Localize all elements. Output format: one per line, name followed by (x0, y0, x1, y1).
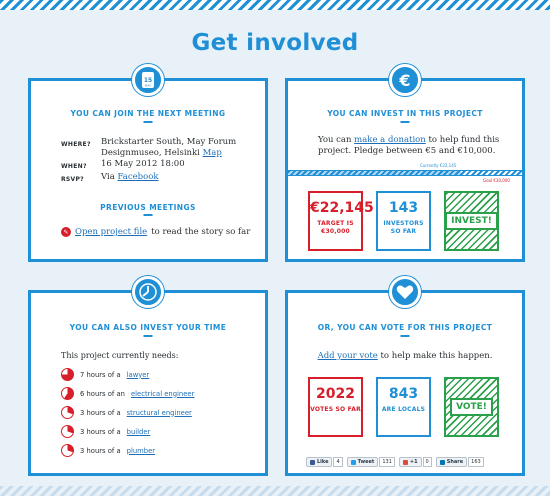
facebook-link[interactable]: Facebook (117, 172, 159, 182)
rsvp-row (61, 172, 271, 185)
funding-progress-fill (288, 171, 461, 175)
locals-label: ARE LOCALS (381, 406, 426, 413)
svg-text:15: 15 (143, 77, 153, 84)
linkedin-share[interactable] (436, 457, 484, 467)
add-vote-link[interactable]: Add your vote (317, 351, 378, 361)
meeting-heading: YOU CAN JOIN THE NEXT MEETING (70, 109, 226, 118)
like-button[interactable]: Like (306, 457, 332, 467)
investor-count: 143 (388, 200, 419, 216)
google-plus-icon (403, 460, 408, 465)
invest-heading: YOU CAN INVEST IN THIS PROJECT (327, 109, 483, 118)
need-hours: 3 hours of a (80, 446, 121, 455)
share-count: 163 (468, 457, 484, 467)
where-label: WHERE? (61, 141, 91, 148)
make-donation-link[interactable]: make a donation (354, 135, 426, 145)
time-pie-icon (61, 368, 74, 381)
needs-list (61, 365, 194, 460)
funding-progress-bar (288, 170, 522, 176)
previous-meetings-heading: PREVIOUS MEETINGS (100, 203, 196, 212)
currently-label: Currently €22,145 (420, 163, 457, 168)
project-file-icon: ✎ (61, 227, 71, 237)
map-link[interactable]: Map (202, 148, 222, 158)
twitter-icon (351, 460, 356, 465)
bottom-stripe (0, 486, 550, 496)
votes-label: VOTES SO FAR (310, 406, 361, 413)
need-item (61, 384, 194, 403)
page-title: Get involved (191, 30, 359, 56)
google-plusone[interactable] (399, 457, 432, 467)
meeting-info (61, 137, 271, 185)
need-item (61, 403, 194, 422)
need-hours: 6 hours of an (80, 389, 125, 398)
svg-text:MAY: MAY (144, 83, 152, 88)
share-bar (306, 457, 484, 467)
amount-raised-box (308, 191, 374, 251)
need-hours: 7 hours of a (80, 370, 121, 379)
heading-divider (144, 335, 153, 337)
clock-icon (132, 276, 164, 308)
time-pie-icon (61, 425, 74, 438)
euro-icon: € (389, 64, 421, 96)
heart-icon (389, 276, 421, 308)
need-hours: 3 hours of a (80, 427, 121, 436)
when-label: WHEN? (61, 163, 87, 170)
need-role-link[interactable]: builder (126, 427, 151, 436)
need-item (61, 422, 194, 441)
time-card (28, 290, 268, 476)
linkedin-icon (440, 460, 445, 465)
tweet-count: 131 (379, 457, 395, 467)
need-role-link[interactable]: structural engineer (126, 408, 192, 417)
need-item (61, 365, 194, 384)
vote-button[interactable]: VOTE! (450, 398, 493, 416)
goal-label: Goal €30,000 (483, 178, 510, 183)
time-heading: YOU CAN ALSO INVEST YOUR TIME (69, 323, 227, 332)
need-role-link[interactable]: lawyer (126, 370, 150, 379)
locals-box (376, 377, 431, 437)
calendar-icon (132, 64, 164, 96)
time-pie-icon (61, 406, 74, 419)
like-count: 4 (333, 457, 342, 467)
rsvp-value: Via Facebook (101, 172, 159, 182)
vote-text: Add your vote to help make this happen. (317, 351, 493, 361)
locals-count: 843 (388, 386, 419, 402)
vote-button-box[interactable] (444, 377, 499, 437)
twitter-tweet[interactable] (347, 457, 395, 467)
invest-card (285, 70, 525, 262)
facebook-icon (310, 460, 315, 465)
heading-divider (401, 121, 410, 123)
share-button[interactable]: Share (436, 457, 467, 467)
need-item (61, 441, 194, 460)
heading-divider (144, 121, 153, 123)
heading-divider (401, 335, 410, 337)
time-pie-icon (61, 387, 74, 400)
vote-heading: OR, YOU CAN VOTE FOR THIS PROJECT (317, 323, 493, 332)
invest-button-box[interactable] (444, 191, 499, 251)
open-project-file-link[interactable]: Open project file (75, 227, 148, 237)
facebook-like[interactable] (306, 457, 343, 467)
heading-divider (144, 214, 153, 216)
top-stripe (0, 0, 550, 10)
when-value: 16 May 2012 18:00 (101, 159, 185, 169)
votes-box (308, 377, 363, 437)
need-role-link[interactable]: electrical engineer (130, 389, 195, 398)
where-value: Brickstarter South, May Forum Designmuseo, Helsinki Map (101, 137, 237, 158)
needs-lead: This project currently needs: (61, 351, 179, 360)
plusone-button[interactable]: +1 (399, 457, 422, 467)
project-file-line: ✎ Open project file to read the story so far (61, 227, 250, 237)
tweet-button[interactable]: Tweet (347, 457, 379, 467)
amount-raised: €22,145 (310, 200, 374, 216)
need-hours: 3 hours of a (80, 408, 121, 417)
need-role-link[interactable]: plumber (126, 446, 156, 455)
rsvp-label: RSVP? (61, 176, 84, 183)
investors-box (376, 191, 431, 251)
meeting-card (28, 78, 268, 262)
target-label: TARGET IS €30,000 (317, 220, 354, 235)
invest-text: You can make a donation to help fund this project. Pledge between €5 and €10,000. (318, 135, 500, 156)
vote-card (285, 290, 525, 476)
plusone-count: 0 (423, 457, 432, 467)
investors-label: INVESTORS SO FAR (383, 220, 424, 235)
where-row (61, 137, 271, 159)
when-row (61, 159, 271, 172)
vote-count: 2022 (316, 386, 355, 402)
time-pie-icon (61, 444, 74, 457)
invest-button[interactable]: INVEST! (445, 212, 498, 230)
